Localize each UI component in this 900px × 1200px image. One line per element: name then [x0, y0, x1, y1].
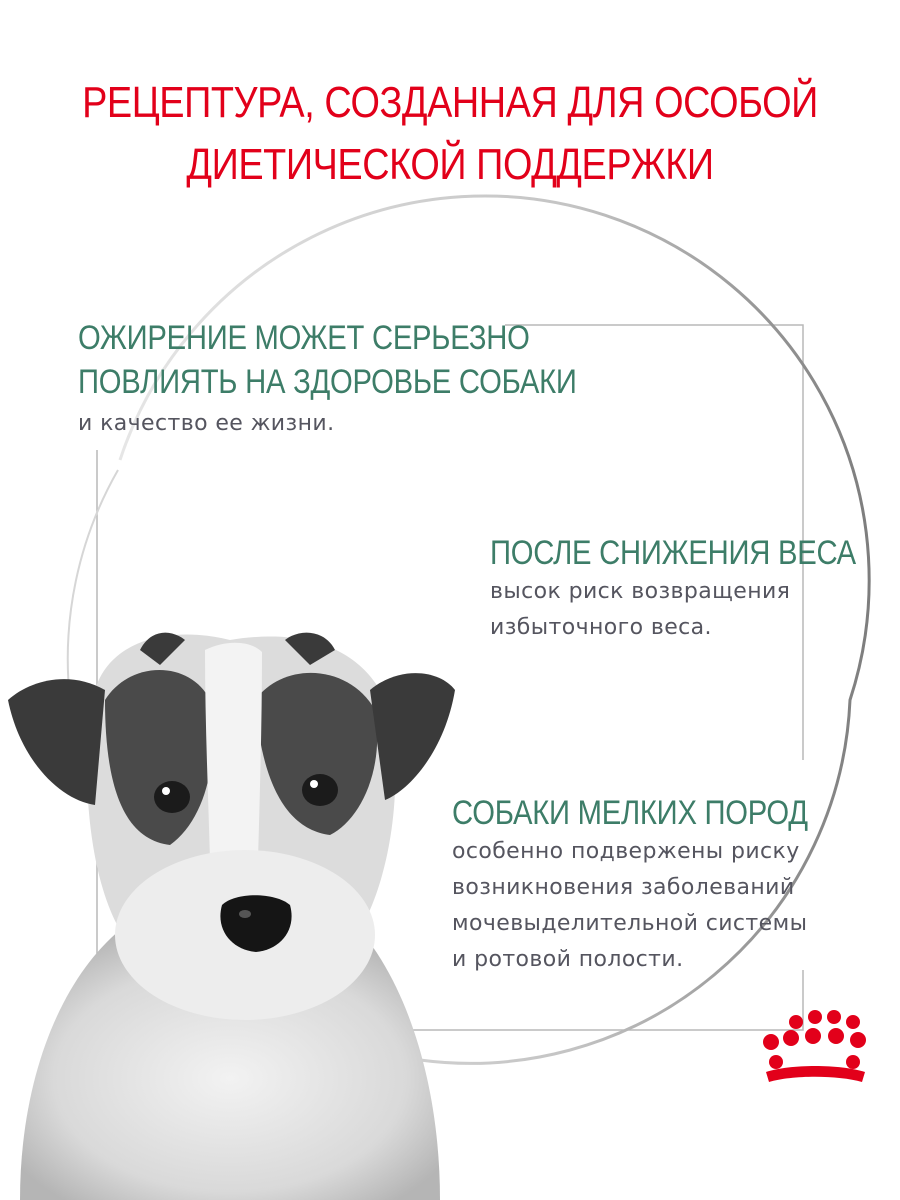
block-1-heading-line-1: ОЖИРЕНИЕ МОЖЕТ СЕРЬЕЗНО	[78, 319, 530, 357]
block-2-heading	[490, 531, 856, 575]
block-2-text-line-2: избыточного веса.	[490, 615, 712, 640]
block-3-heading	[452, 791, 808, 835]
page-title-line-2: ДИЕТИЧЕСКОЙ ПОДДЕРЖКИ	[186, 140, 714, 189]
block-2-heading-line-1: ПОСЛЕ СНИЖЕНИЯ ВЕСА	[490, 534, 856, 572]
dog-photo	[8, 633, 455, 1200]
block-3-heading-line-1: СОБАКИ МЕЛКИХ ПОРОД	[452, 794, 808, 832]
block-3-text-line-3: мочевыделительной системы	[452, 911, 808, 936]
page-title	[63, 72, 837, 196]
crown-logo-icon	[763, 1010, 866, 1082]
block-2-text-line-1: высок риск возвращения	[490, 579, 791, 604]
block-1-heading-line-2: ПОВЛИЯТЬ НА ЗДОРОВЬЕ СОБАКИ	[78, 363, 577, 401]
block-3-text-line-2: возникновения заболеваний	[452, 875, 795, 900]
block-1-text-line-1: и качество ее жизни.	[78, 411, 335, 436]
block-3-text-line-1: особенно подвержены риску	[452, 839, 800, 864]
page-title-line-1: РЕЦЕПТУРА, СОЗДАННАЯ ДЛЯ ОСОБОЙ	[82, 78, 818, 127]
block-2-text	[490, 574, 790, 646]
block-1-heading	[78, 316, 577, 404]
block-3-text	[452, 834, 807, 978]
block-3-text-line-4: и ротовой полости.	[452, 947, 684, 972]
block-1-text	[78, 406, 334, 442]
